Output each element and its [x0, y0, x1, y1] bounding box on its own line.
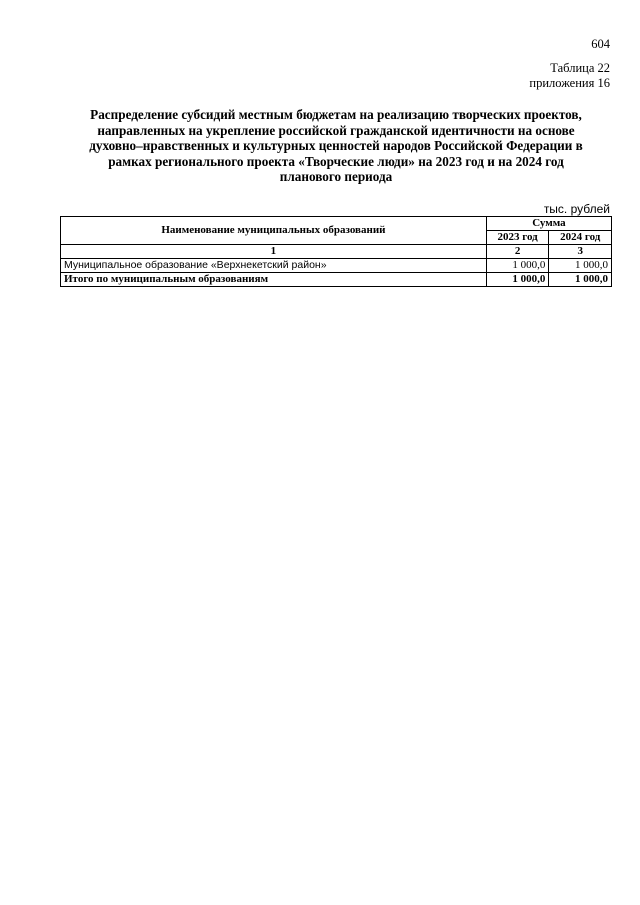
header-sum: Сумма: [486, 217, 611, 231]
title-line: рамках регионального проекта «Творческие люди» на 2023 год и на 2024 год: [108, 153, 564, 169]
municipality-name: Муниципальное образование «Верхнекетский район»: [61, 259, 487, 273]
units-label: тыс. рублей: [543, 202, 610, 216]
total-label: Итого по муниципальным образованиям: [61, 273, 487, 287]
appendix-reference-line: приложения 16: [529, 76, 610, 90]
header-municipality-name: Наименование муниципальных образований: [61, 217, 487, 245]
amount-2024: 1 000,0: [549, 259, 612, 273]
table-row: [61, 259, 612, 273]
total-2024: 1 000,0: [549, 273, 612, 287]
title-line: направленных на укрепление российской гражданской идентичности на основе: [97, 122, 575, 138]
title-line: духовно–нравственных и культурных ценностей народов Российской Федерации в: [89, 138, 583, 154]
page-number: 604: [591, 37, 610, 51]
title-line: планового периода: [279, 169, 393, 185]
amount-2023: 1 000,0: [486, 259, 549, 273]
column-number-row: [61, 245, 612, 259]
column-number: 1: [61, 245, 487, 259]
table-reference-line: Таблица 22: [550, 61, 610, 75]
column-number: 3: [549, 245, 612, 259]
title-line: Распределение субсидий местным бюджетам на реализацию творческих проектов,: [90, 107, 582, 122]
total-2023: 1 000,0: [486, 273, 549, 287]
header-year-2024: 2024 год: [549, 231, 612, 245]
total-row: [61, 273, 612, 287]
column-number: 2: [486, 245, 549, 259]
subsidy-table: [60, 216, 612, 287]
header-year-2023: 2023 год: [486, 231, 549, 245]
table-reference: [529, 61, 610, 91]
document-title: [60, 107, 612, 185]
